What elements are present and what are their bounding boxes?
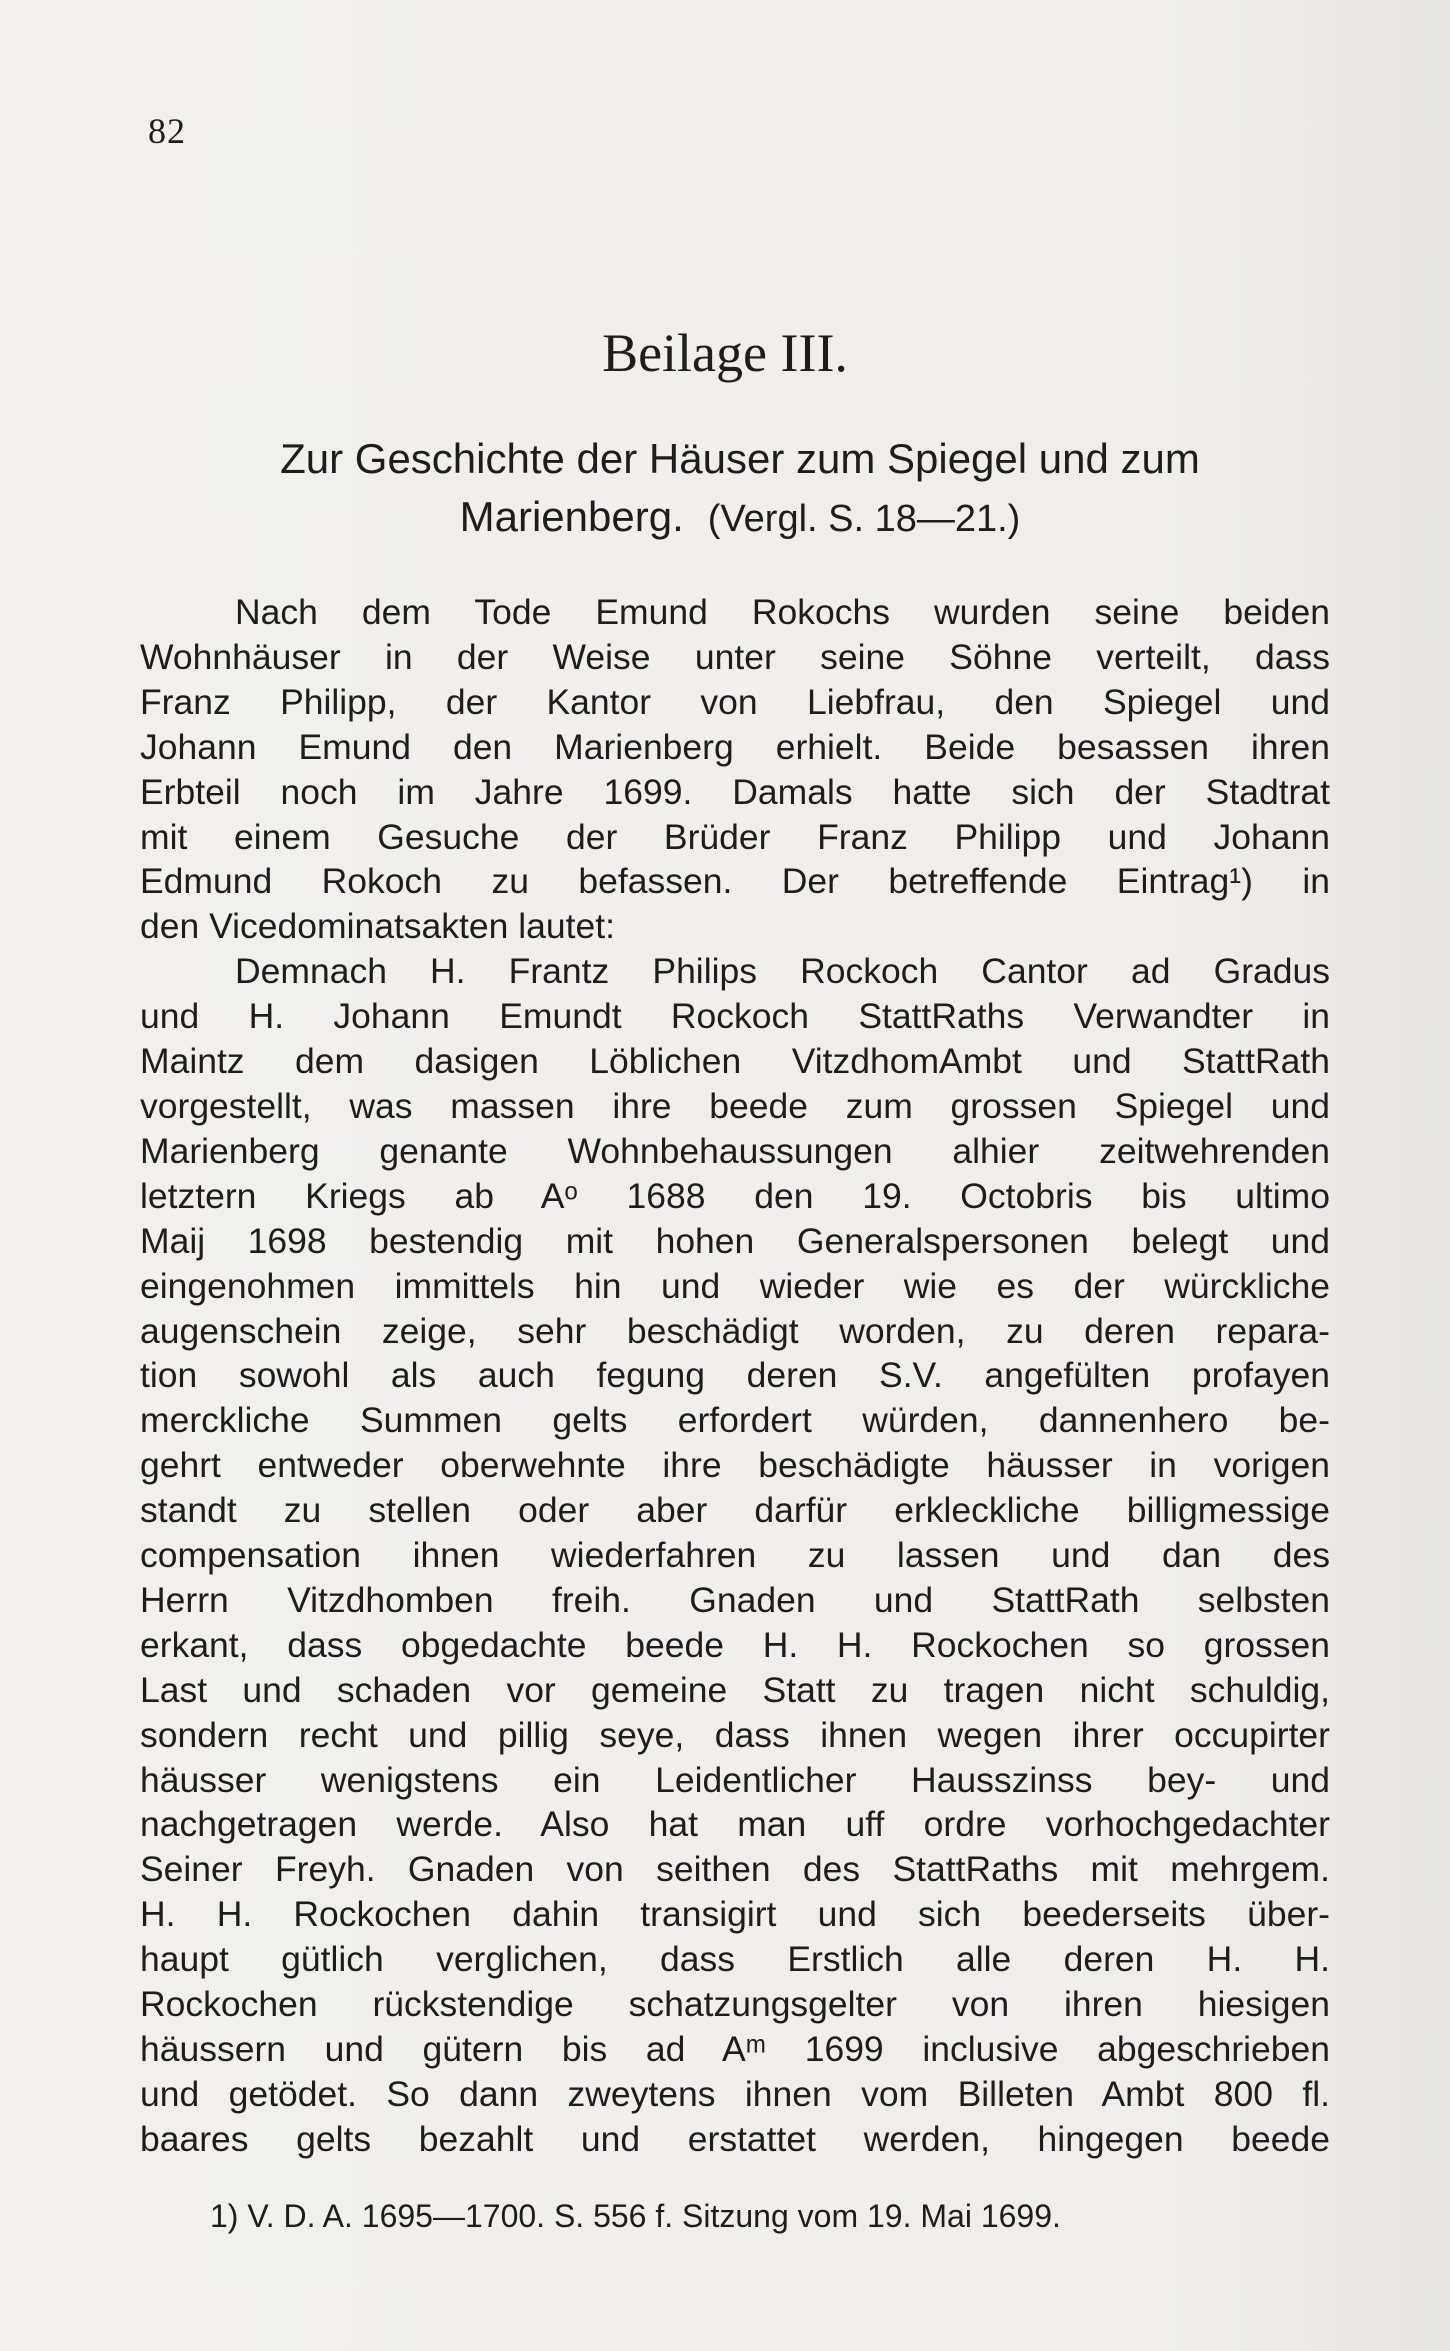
subtitle-place: Marienberg. [459,493,684,540]
text-line: Johann Emund den Marienberg erhielt. Beide besassen ihren [140,726,1330,767]
text-line: nachgetragen werde. Also hat man uff ordre vorhochgedachter [140,1804,1330,1845]
text-line: Franz Philipp, der Kantor von Liebfrau, den Spiegel und [140,681,1330,722]
text-line: Rockochen rückstendige schatzungsgelter von ihren hiesigen [140,1984,1330,2025]
text-line: Maij 1698 bestendig mit hohen Generalspersonen belegt und [140,1220,1330,1261]
text-line: haupt gütlich verglichen, dass Erstlich alle deren H. H. [140,1939,1330,1980]
subtitle-line-2 [150,488,1330,548]
text-line: tion sowohl als auch fegung deren S.V. angefülten profayen [140,1355,1330,1396]
text-line: und getödet. So dann zweytens ihnen vom Billeten Ambt 800 fl. [140,2073,1330,2114]
text-line: letztern Kriegs ab Aᵒ 1688 den 19. Octobris bis ultimo [140,1175,1330,1216]
paragraph-intro [140,590,1330,949]
text-line: mit einem Gesuche der Brüder Franz Philipp und Johann [140,816,1330,857]
text-line: den Vicedominatsakten lautet: [140,906,615,947]
text-line: und H. Johann Emundt Rockoch StattRaths Verwandter in [140,996,1330,1037]
footnote: 1) V. D. A. 1695—1700. S. 556 f. Sitzung vom 19. Mai 1699. [210,2198,1061,2234]
text-line: häussern und gütern bis ad Aᵐ 1699 inclusive abgeschrieben [140,2029,1330,2069]
subtitle-line-1: Zur Geschichte der Häuser zum Spiegel und zum [280,435,1200,482]
text-line: vorgestellt, was massen ihre beede zum grossen Spiegel und [140,1085,1330,1126]
text-line: Herrn Vitzdhomben freih. Gnaden und StattRath selbsten [140,1579,1330,1620]
section-subtitle [150,430,1330,548]
subtitle-reference: (Vergl. S. 18—21.) [707,498,1021,540]
text-line: compensation ihnen wiederfahren zu lassen und dan des [140,1535,1330,1576]
text-line: Erbteil noch im Jahre 1699. Damals hatte sich der Stadtrat [140,771,1330,812]
text-line: eingenohmen immittels hin und wieder wie es der würckliche [140,1265,1330,1306]
text-line: Last und schaden vor gemeine Statt zu tragen nicht schuldig, [140,1669,1330,1710]
text-line: Marienberg genante Wohnbehaussungen alhier zeitwehrenden [140,1130,1330,1171]
text-line: sondern recht und pillig seye, dass ihnen wegen ihrer occupirter [140,1714,1330,1755]
text-line: gehrt entweder oberwehnte ihre beschädigte häusser in vorigen [140,1445,1330,1486]
text-line: standt zu stellen oder aber darfür erkleckliche billigmessige [140,1490,1330,1531]
text-line: Nach dem Tode Emund Rokochs wurden seine beiden [235,592,1330,632]
text-line: baares gelts bezahlt und erstattet werden, hingegen beede [140,2118,1330,2159]
text-line: Demnach H. Frantz Philips Rockoch Cantor ad Gradus [235,951,1330,992]
body-text [140,590,1330,2162]
text-line: erkant, dass obgedachte beede H. H. Rockochen so grossen [140,1624,1330,1665]
text-line: häusser wenigstens ein Leidentlicher Hausszinss bey- und [140,1759,1330,1800]
paragraph-quotation [140,949,1330,2161]
text-line: merckliche Summen gelts erfordert würden, dannenhero be- [140,1400,1330,1441]
page-number: 82 [148,111,186,151]
text-line: augenschein zeige, sehr beschädigt worden, zu deren repara- [140,1310,1330,1351]
text-line: Edmund Rokoch zu befassen. Der betreffende Eintrag¹) in [140,861,1330,902]
text-line: Wohnhäuser in der Weise unter seine Söhne verteilt, dass [140,636,1330,677]
text-line: Seiner Freyh. Gnaden von seithen des StattRaths mit mehrgem. [140,1849,1330,1890]
text-line: H. H. Rockochen dahin transigirt und sich beederseits über- [140,1894,1330,1935]
section-title: Beilage III. [602,323,848,383]
text-line: Maintz dem dasigen Löblichen VitzdhomAmbt und StattRath [140,1041,1330,1082]
